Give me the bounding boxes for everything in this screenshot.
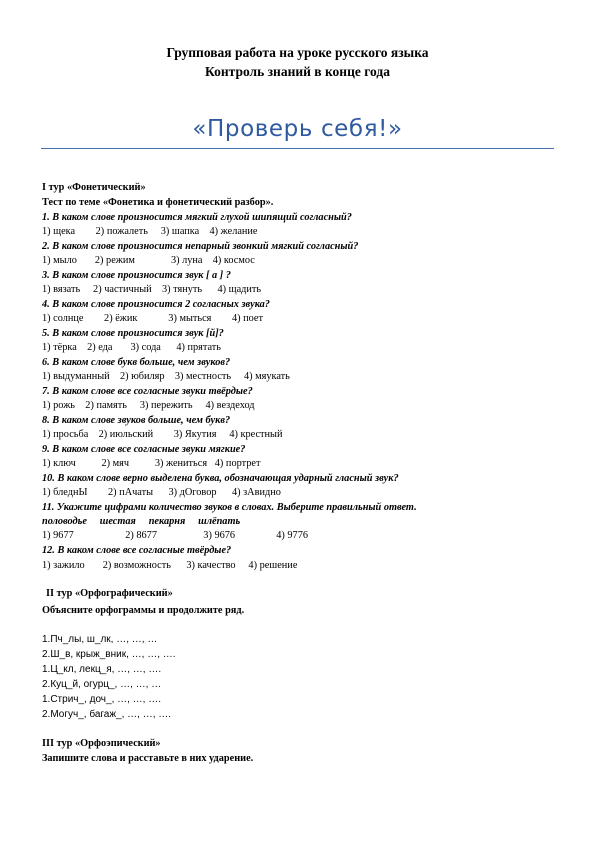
answers-4: 1) солнце 2) ёжик 3) мыться 4) поет (42, 313, 263, 324)
question-4: 4. В каком слове произносится 2 согласных звука? (42, 299, 270, 310)
question-7: 7. В каком слове все согласные звуки твёрдые? (42, 386, 253, 397)
answers-6: 1) выдуманный 2) юбиляр 3) местность 4) мяукать (42, 371, 290, 382)
answers-11: 1) 9677 2) 8677 3) 9676 4) 9776 (42, 530, 308, 541)
question-6: 6. В каком слове букв больше, чем звуков? (42, 357, 231, 368)
question-5: 5. В каком слове произносится звук [й]? (42, 328, 224, 339)
tour2-item: 2.Ш_в, крыж_вник, …, …, …. (42, 649, 176, 660)
tour2-item: 1.Ц_кл, лекц_я, …, …, …. (42, 664, 162, 675)
answers-8: 1) просьба 2) июльский 3) Якутия 4) крестный (42, 429, 283, 440)
header-line-2: Контроль знаний в конце года (205, 64, 390, 79)
answers-9: 1) ключ 2) мяч 3) жениться 4) портрет (42, 458, 261, 469)
answers-10: 1) бледнЫ 2) пАчаты 3) дОговор 4) зАвидно (42, 487, 281, 498)
tour3-task: Запишите слова и расставьте в них ударение. (42, 753, 254, 764)
answers-7: 1) рожь 2) память 3) пережить 4) вездеход (42, 400, 255, 411)
question-1: 1. В каком слове произносится мягкий глухой шипящий согласный? (42, 212, 352, 223)
header-line-1: Групповая работа на уроке русского языка (166, 45, 429, 60)
tour2-item: 1.Стрич_, доч_, …, …, …. (42, 694, 162, 705)
page-title: «Проверь себя!» (192, 116, 403, 142)
tour2-task: Объясните орфограммы и продолжите ряд. (42, 605, 245, 616)
question-2: 2. В каком слове произносится непарный звонкий мягкий согласный? (42, 241, 359, 252)
title-divider (41, 148, 554, 149)
answers-3: 1) вязать 2) частичный 3) тянуть 4) щадить (42, 284, 262, 295)
question-10: 10. В каком слове верно выделена буква, обозначающая ударный гласный звук? (42, 473, 399, 484)
tour2-item: 1.Пч_лы, ш_лк, …, …, … (42, 634, 158, 645)
question-8: 8. В каком слове звуков больше, чем букв? (42, 415, 231, 426)
tour1-heading: I тур «Фонетический» (42, 182, 146, 193)
question-12: 12. В каком слове все согласные твёрдые? (42, 545, 232, 556)
tour2-item: 2.Могуч_, багаж_, …, …, …. (42, 709, 172, 720)
answers-2: 1) мыло 2) режим 3) луна 4) космос (42, 255, 255, 266)
question-11: 11. Укажите цифрами количество звуков в словах. Выберите правильный ответ. (42, 502, 417, 513)
question-11-words: половодье шестая пекарня шлёпать (42, 516, 241, 527)
tour2-heading: II тур «Орфографический» (46, 588, 173, 599)
answers-1: 1) щека 2) пожалеть 3) шапка 4) желание (42, 226, 258, 237)
question-9: 9. В каком слове все согласные звуки мягкие? (42, 444, 246, 455)
question-3: 3. В каком слове произносится звук [ а ] ? (42, 270, 231, 281)
answers-12: 1) зажило 2) возможность 3) качество 4) решение (42, 560, 298, 571)
tour3-heading: III тур «Орфоэпический» (42, 738, 161, 749)
tour2-item: 2.Куц_й, огурц_, …, …, … (42, 679, 162, 690)
answers-5: 1) тёрка 2) еда 3) сода 4) прятать (42, 342, 221, 353)
tour1-subheading: Тест по теме «Фонетика и фонетический разбор». (42, 197, 274, 208)
